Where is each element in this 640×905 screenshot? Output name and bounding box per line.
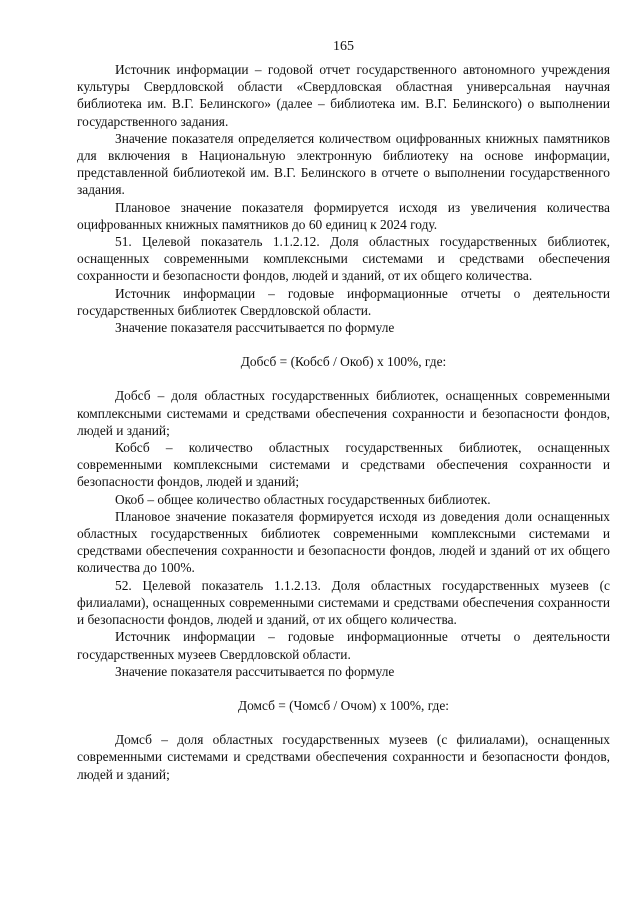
paragraph-value-definition: Значение показателя определяется количеством оцифрованных книжных памятников для включения в Национальную электронную библиотеку на основе информации, представленной библиотекой им. В.Г. Белинского в отчете о выполнении государственного задания. (77, 130, 610, 198)
document-page (77, 38, 610, 783)
paragraph-formula-intro: Значение показателя рассчитывается по формуле (115, 320, 395, 336)
formula-libraries: Добсб = (Кобсб / Окоб) x 100%, где: (240, 354, 447, 370)
paragraph-source-reports: Источник информации – годовые информационные отчеты о деятельности государственных библиотек Свердловской области. (77, 285, 610, 318)
paragraph-formula-intro-2: Значение показателя рассчитывается по формуле (115, 663, 395, 679)
paragraph-source-museums: Источник информации – годовые информационные отчеты о деятельности государственных музеев Свердловской области. (77, 629, 610, 662)
paragraph-target-52: 52. Целевой показатель 1.1.2.13. Доля областных государственных музеев (с филиалами), оснащенных современными системами и средствами обеспечения сохранности и безопасности фондов, людей и зданий, от их общего количества. (77, 577, 610, 628)
paragraph-okob-definition: Окоб – общее количество областных государственных библиотек. (115, 491, 491, 507)
paragraph-dobsb-definition: Добсб – доля областных государственных библиотек, оснащенных современными комплексными системами и средствами обеспечения сохранности и безопасности фондов, людей и зданий; (77, 388, 610, 438)
paragraph-source-info: Источник информации – годовой отчет государственного автономного учреждения культуры Свердловской области «Свердловская областная универсальная научная библиотека им. В.Г. Белинского» (далее – библиотека им. В.Г. Белинского) о выполнении государственного задания. (77, 62, 610, 129)
paragraph-kobsb-definition: Кобсб – количество областных государственных библиотек, оснащенных современными комплексными системами и средствами обеспечения сохранности и безопасности фондов, людей и зданий; (77, 440, 610, 490)
paragraph-planned-value-libraries: Плановое значение показателя формируется исходя из доведения доли оснащенных областных государственных библиотек современными комплексными системами и средствами обеспечения сохранности и безопасности фондов, людей и зданий от их общего количества до 100%. (77, 508, 610, 576)
page-number: 165 (333, 39, 354, 54)
paragraph-domsb-definition: Домсб – доля областных государственных музеев (с филиалами), оснащенных современными системами и средствами обеспечения сохранности и безопасности фондов, людей и зданий; (77, 732, 610, 782)
paragraph-target-51: 51. Целевой показатель 1.1.2.12. Доля областных государственных библиотек, оснащенных современными комплексными системами и средствами обеспечения сохранности и безопасности фондов, людей и зданий, от их общего количества. (77, 234, 610, 284)
paragraph-planned-value: Плановое значение показателя формируется исходя из увеличения количества оцифрованных книжных памятников до 60 единиц к 2024 году. (77, 199, 610, 232)
formula-museums: Домсб = (Чомсб / Очом) x 100%, где: (237, 697, 450, 713)
